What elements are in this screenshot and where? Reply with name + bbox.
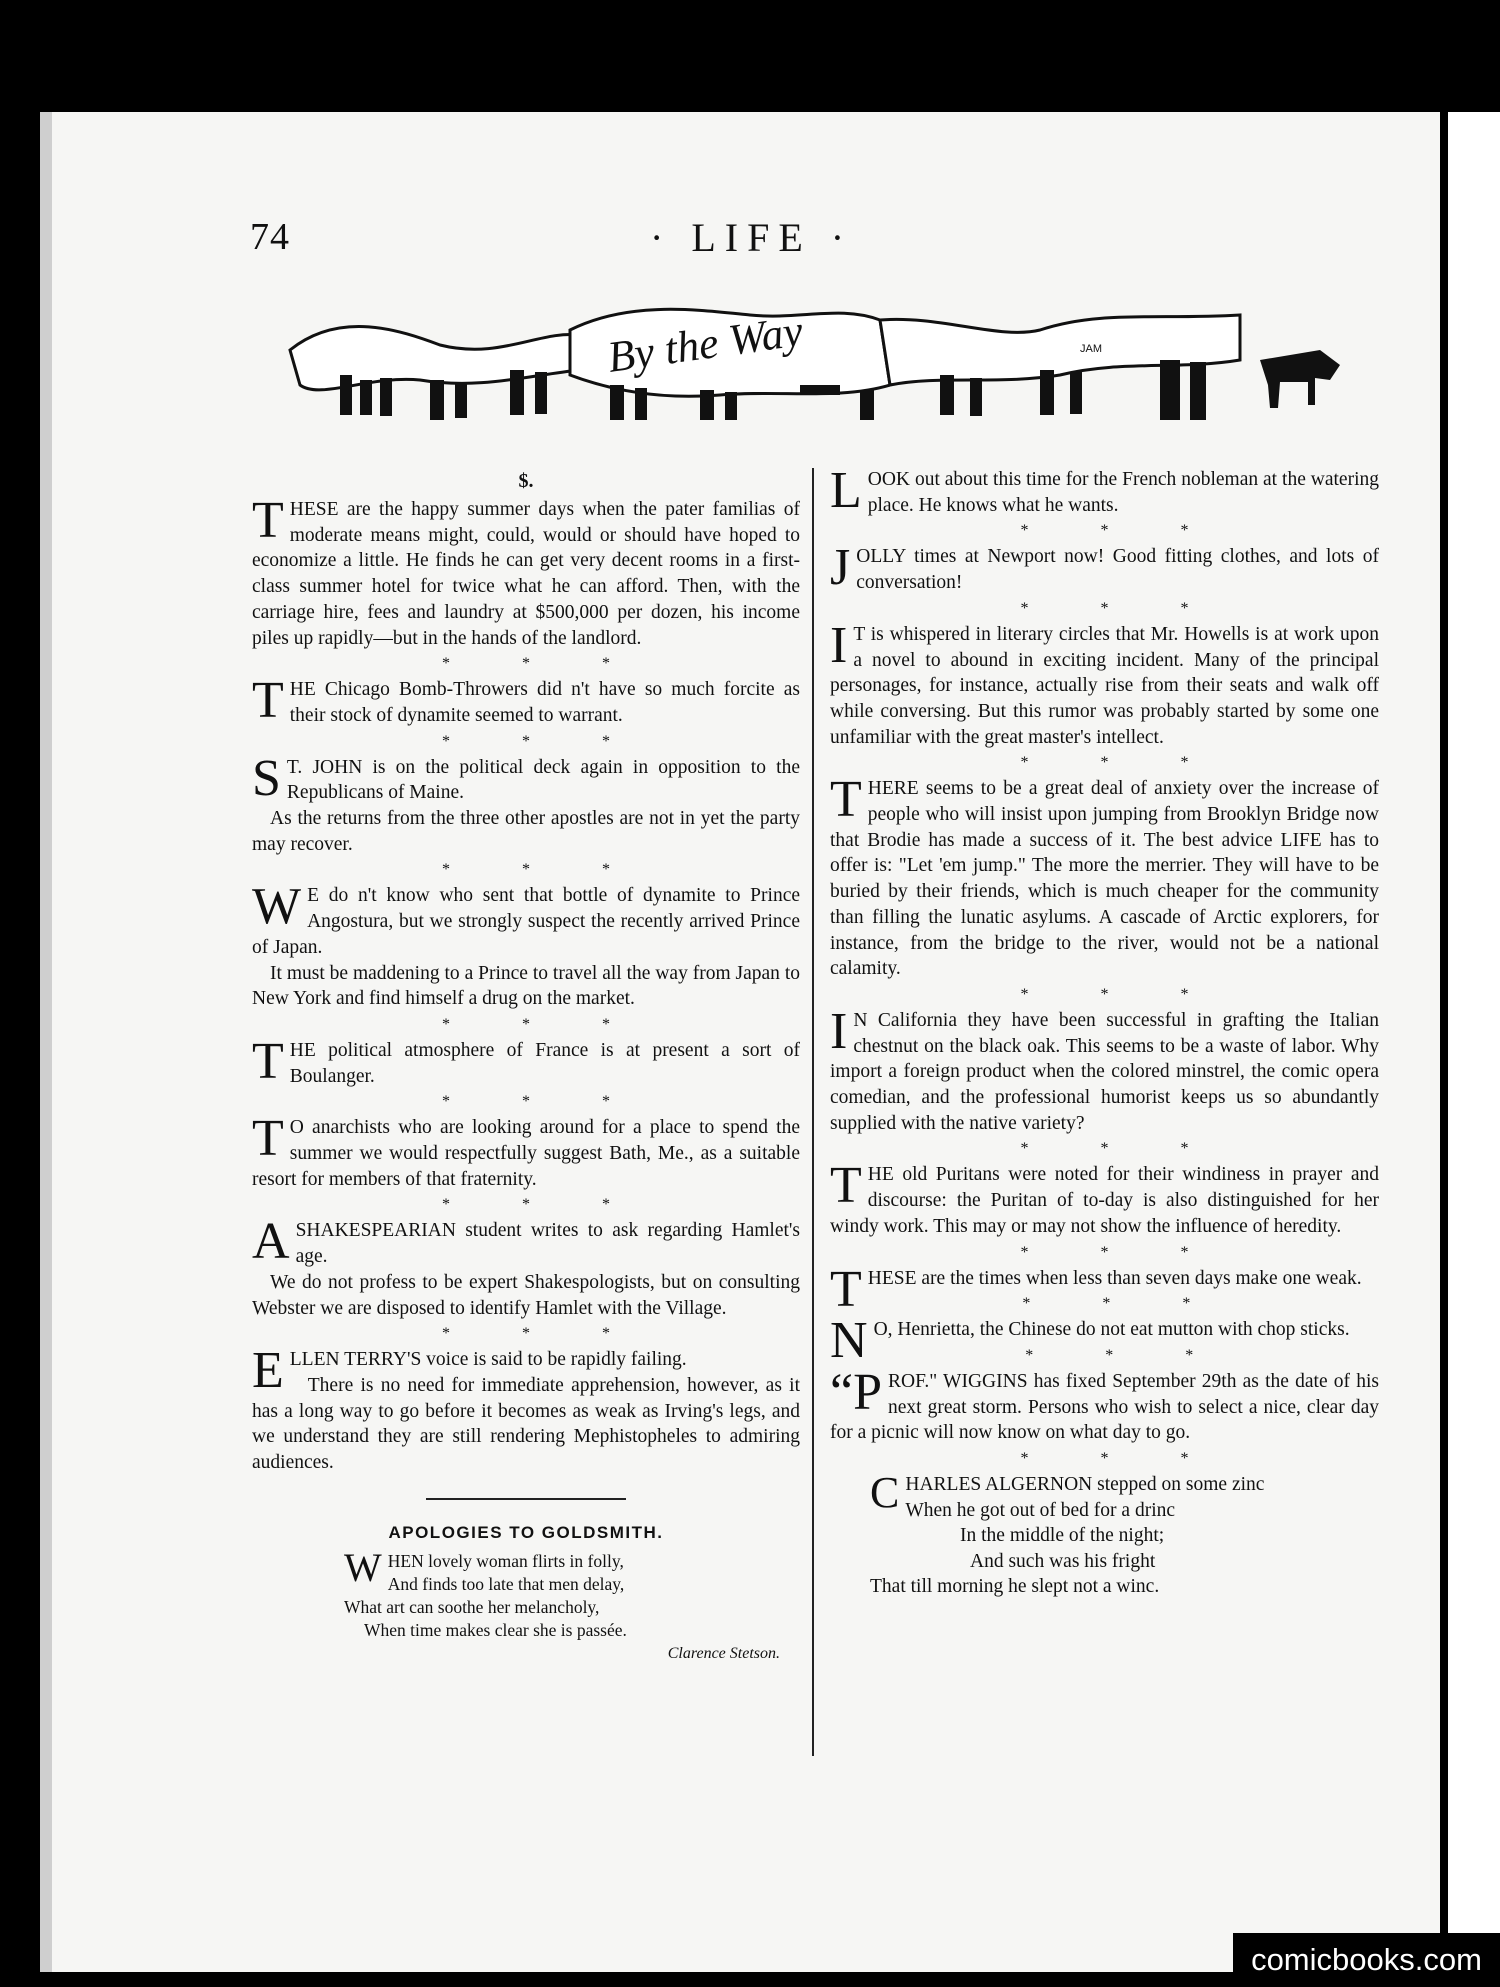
paragraph-ellen-terry — [252, 1342, 800, 1476]
paragraph-france-boulanger — [252, 1032, 800, 1090]
paragraph-st-john — [252, 749, 800, 858]
paragraph-text: E do n't know who sent that bottle of dynamite to Prince Angostura, but we strongly suspect the recently arrived Prince of Japan. — [252, 885, 800, 958]
poem-title: APOLOGIES TO GOLDSMITH. — [388, 1522, 664, 1542]
drop-cap: T — [252, 1110, 284, 1168]
paragraph-brooklyn-bridge — [830, 771, 1379, 982]
page-number: 74 — [250, 216, 290, 258]
paragraph-text: HERE seems to be a great deal of anxiety over the increase of people who will insist upon jumping from Brooklyn Bridge now that Brodie has made a success of it. The best advice LIFE has to offer is: "Let 'em jump." The more the merrier. They will have to be buried by their friends, which is much cheaper for the community than filling the lunatic asylums. A cascade of Arctic explorers, for instance, from the bridge to the river, would not be a national calamity. — [830, 778, 1379, 980]
paragraph-howells — [830, 616, 1379, 751]
poem-author: Clarence Stetson. — [667, 1644, 780, 1662]
drop-cap: L — [830, 462, 862, 519]
drop-cap: I — [830, 616, 848, 674]
column-divider — [812, 468, 814, 1756]
paragraph-text: SHAKESPEARIAN student writes to ask regarding Hamlet's age. — [295, 1220, 800, 1268]
separator-stars: * * * — [442, 1325, 644, 1343]
poem-line: HEN lovely woman flirts in folly, — [387, 1550, 624, 1571]
paragraph-text: HE old Puritans were noted for their windiness in prayer and discourse: the Puritan of to-day is also distinguished for her windy work. This may or may not show the influence of heredity. — [830, 1164, 1379, 1237]
paragraph-shakespearian — [252, 1213, 800, 1321]
paragraph-text: HESE are the times when less than seven days make one weak. — [867, 1267, 1362, 1289]
masthead-title: · LIFE · — [650, 215, 854, 260]
drop-cap: T — [830, 1260, 862, 1318]
paragraph-continuation: There is no need for immediate apprehension, however, as it has a long way to go before it becomes as weak as Irving's legs, and we understand they are still rendering Mephistopheles to admiring audiences. — [252, 1374, 800, 1474]
paragraph-seven-days — [830, 1260, 1379, 1318]
banner-lettering: By the Way — [604, 306, 806, 382]
separator-stars: * * * — [442, 861, 644, 879]
drop-cap: W — [344, 1544, 382, 1590]
paragraph-prof-wiggins — [830, 1363, 1379, 1446]
separator-stars: * * * — [1020, 1450, 1223, 1468]
by-the-way-banner-illustration — [280, 290, 1360, 440]
drop-cap: E — [252, 1342, 284, 1400]
drop-cap: T — [830, 1157, 862, 1215]
drop-cap: I — [830, 1002, 848, 1060]
paragraph-summer-days — [252, 492, 800, 651]
paragraph-california-chestnut — [830, 1002, 1379, 1137]
paragraph-henrietta — [830, 1312, 1379, 1370]
verse-line: In the middle of the night; — [960, 1525, 1165, 1547]
separator-stars: * * * — [1025, 1346, 1228, 1364]
separator-stars: * * * — [1020, 985, 1223, 1003]
paragraph-text: O, Henrietta, the Chinese do not eat mutton with chop sticks. — [873, 1319, 1350, 1341]
poem-goldsmith — [344, 1544, 800, 1665]
drop-cap: T — [252, 1032, 284, 1090]
paragraph-anarchists — [252, 1110, 800, 1192]
section-mark: $. — [518, 470, 534, 492]
right-column — [830, 462, 1379, 1600]
poem-line: When time makes clear she is passée. — [364, 1619, 627, 1640]
artist-signature: JAM — [1080, 343, 1102, 355]
drop-cap: N — [830, 1312, 868, 1370]
verse-line: HARLES ALGERNON stepped on some zinc — [905, 1474, 1265, 1496]
drop-cap: T — [830, 771, 862, 829]
separator-stars: * * * — [442, 732, 644, 750]
separator-stars: * * * — [1020, 1140, 1223, 1158]
poem-line: What art can soothe her melancholy, — [344, 1596, 600, 1617]
paragraph-continuation: We do not profess to be expert Shakespologists, but on consulting Webster we are disposed to identify Hamlet with the Village. — [252, 1271, 800, 1319]
page-edge — [40, 112, 52, 1972]
drop-cap: J — [830, 539, 851, 597]
separator-stars: * * * — [1020, 754, 1223, 772]
paragraph-text: N California they have been successful in grafting the Italian chestnut on the black oak. This seems to be a waste of labor. Why import a foreign product when the colored minstrel, the comic opera comedian, and the professional humorist keeps us so abundantly supplied with the native variety? — [830, 1009, 1379, 1134]
site-watermark: comicbooks.com — [1233, 1933, 1500, 1987]
separator-stars: * * * — [442, 655, 644, 673]
drop-cap: T — [252, 492, 284, 549]
drop-cap: S — [252, 749, 281, 807]
paragraph-text: O anarchists who are looking around for a place to spend the summer we would respectfully suggest Bath, Me., as a suitable resort for members of that fraternity. — [252, 1117, 800, 1190]
drop-cap: T — [252, 672, 284, 730]
paragraph-puritans — [830, 1157, 1379, 1239]
separator-stars: * * * — [1020, 1243, 1223, 1261]
paragraph-continuation: As the returns from the three other apostles are not in yet the party may recover. — [252, 808, 800, 855]
verse-line: When he got out of bed for a drinc — [905, 1499, 1176, 1521]
left-column — [252, 467, 800, 1665]
separator-stars: * * * — [442, 1015, 644, 1033]
paragraph-newport — [830, 539, 1379, 597]
drop-cap: C — [870, 1468, 900, 1518]
paragraph-text: OOK out about this time for the French nobleman at the watering place. He knows what he wants. — [867, 469, 1379, 516]
paragraph-text: OLLY times at Newport now! Good fitting clothes, and lots of conversation! — [856, 546, 1379, 594]
paragraph-text: T is whispered in literary circles that Mr. Howells is at work upon a novel to abound in exciting incident. Many of the principal personages, for instance, actually rise from their seats and walk off while conversing. But this rumor was probably started by some one unfamiliar with the great master's intellect. — [830, 623, 1379, 748]
verse-line: That till morning he slept not a winc. — [870, 1576, 1160, 1598]
separator-stars: * * * — [1020, 522, 1223, 540]
separator-stars: * * * — [1022, 1295, 1225, 1313]
paragraph-text: T. JOHN is on the political deck again in opposition to the Republicans of Maine. — [286, 756, 800, 804]
paragraph-continuation: It must be maddening to a Prince to travel all the way from Japan to New York and find himself a drug on the market. — [252, 962, 800, 1010]
verse-charles-algernon — [870, 1468, 1379, 1600]
paragraph-dynamite-prince — [252, 878, 800, 1012]
paragraph-text: HESE are the happy summer days when the pater familias of moderate means might, could, would or should have hoped to economize a little. He finds he can get very decent rooms in a first-class summer hotel for twice what he can afford. Then, with the carriage hire, fees and laundry at $500,000 per dozen, his income piles up rapidly—but in the hands of the landlord. — [252, 499, 800, 649]
separator-stars: * * * — [1020, 599, 1223, 617]
verse-line: And such was his fright — [970, 1550, 1156, 1572]
drop-cap: W — [252, 878, 302, 936]
poem-line: And finds too late that men delay, — [387, 1573, 625, 1594]
paragraph-bomb-throwers — [252, 672, 800, 730]
paragraph-text: ROF." WIGGINS has fixed September 29th as the date of his next great storm. Persons who wish to select a nice, clear day for a picnic will now know on what day to go. — [830, 1370, 1379, 1444]
drop-cap: “P — [830, 1363, 882, 1421]
horizontal-rule — [426, 1498, 626, 1500]
paragraph-text: LLEN TERRY'S voice is said to be rapidly failing. — [289, 1349, 687, 1371]
separator-stars: * * * — [442, 1093, 644, 1111]
adjacent-page-strip — [1440, 112, 1500, 1972]
paragraph-text: HE political atmosphere of France is at present a sort of Boulanger. — [289, 1039, 800, 1087]
paragraph-text: HE Chicago Bomb-Throwers did n't have so much forcite as their stock of dynamite seemed to warrant. — [289, 679, 800, 726]
separator-stars: * * * — [442, 1196, 644, 1214]
paragraph-french-nobleman — [830, 462, 1379, 519]
drop-cap: A — [252, 1213, 290, 1271]
